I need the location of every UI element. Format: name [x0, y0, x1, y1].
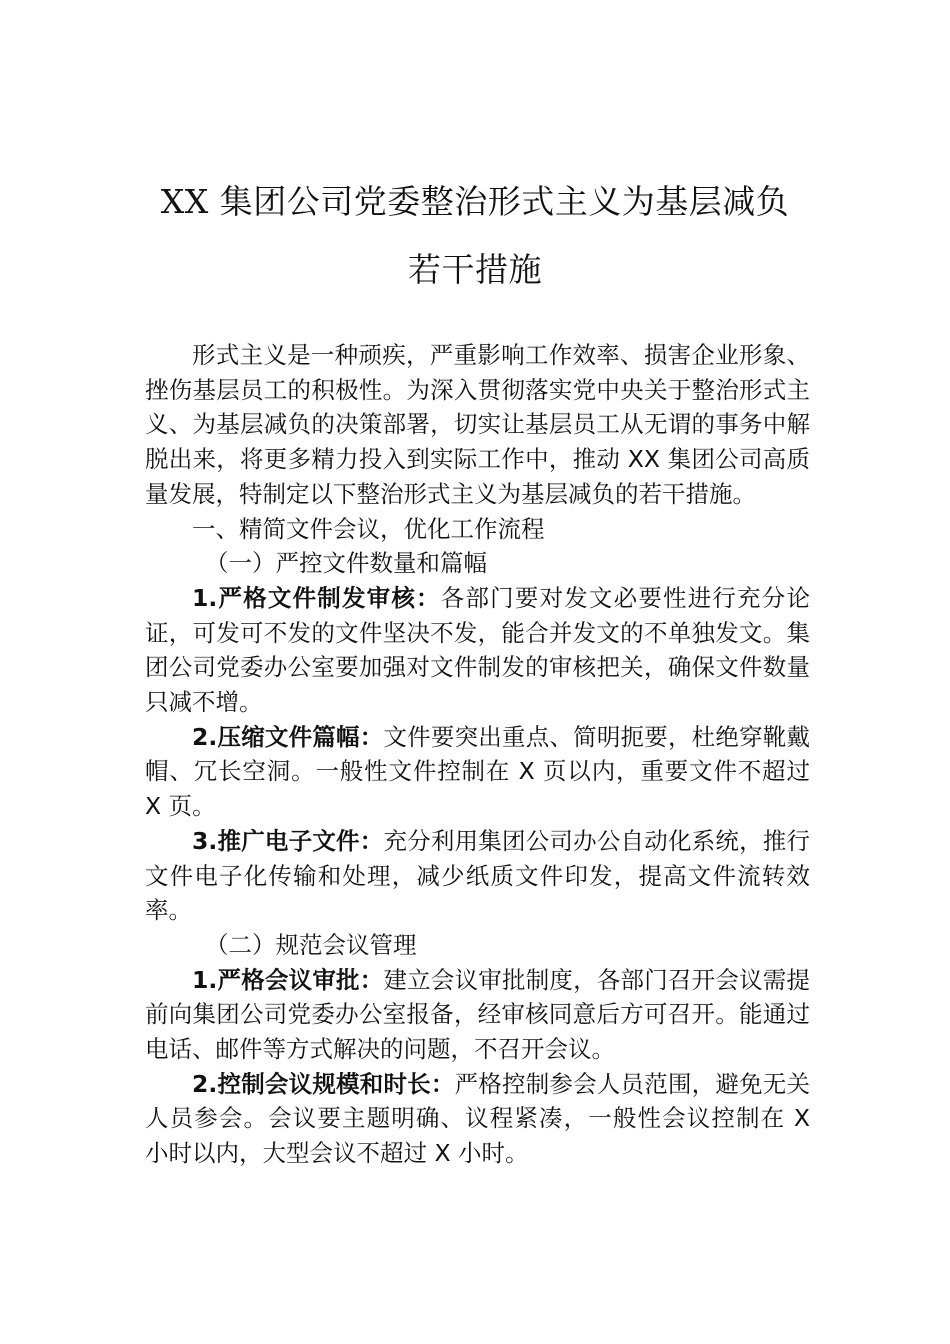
measure-paragraph	[145, 720, 810, 824]
measure-paragraph	[145, 824, 810, 928]
measure-text: 建立会议审批制度，各部门召开会议需提前向集团公司党委办公室报备，经审核同意后方可召开。能通过电话、邮件等方式解决的问题，不召开会议。	[145, 965, 811, 1064]
measure-text: 文件要突出重点、简明扼要，杜绝穿靴戴帽、冗长空洞。一般性文件控制在 X 页以内，重要文件不超过 X 页。	[145, 722, 811, 821]
subsection-heading: （一）严控文件数量和篇幅	[205, 549, 487, 578]
measure-text: 充分利用集团公司办公自动化系统，推行文件电子化传输和处理，减少纸质文件印发，提高文件流转效率。	[145, 826, 811, 925]
measure-text: 各部门要对发文必要性进行充分论证，可发可不发的文件坚决不发，能合并发文的不单独发文。集团公司党委办公室要加强对文件制发的审核把关，确保文件数量只减不增。	[145, 583, 811, 717]
measure-paragraph	[145, 581, 810, 720]
measure-label: 3.推广电子文件：	[192, 826, 384, 855]
section-heading: 一、精简文件会议，优化工作流程	[192, 514, 545, 543]
subsection-heading: （二）规范会议管理	[205, 930, 417, 959]
measure-label: 1.严格会议审批：	[192, 965, 384, 994]
document-title-line1: XX 集团公司党委整治形式主义为基层减负	[160, 182, 790, 221]
measure-paragraph	[145, 1067, 810, 1171]
measure-paragraph	[145, 963, 810, 1067]
measure-label: 2.控制会议规模和时长：	[192, 1069, 455, 1098]
measure-label: 2.压缩文件篇幅：	[192, 722, 384, 751]
intro-paragraph: 形式主义是一种顽疾，严重影响工作效率、损害企业形象、挫伤基层员工的积极性。为深入贯彻落实党中央关于整治形式主义、为基层减负的决策部署，切实让基层员工从无谓的事务中解脱出来，将更多精力投入到实际工作中，推动 XX 集团公司高质量发展，特制定以下整治形式主义为基层减负的若干措施。	[145, 341, 810, 508]
measure-label: 1.严格文件制发审核：	[192, 583, 441, 612]
document-title-line2: 若干措施	[408, 250, 542, 289]
document-body	[145, 338, 810, 1171]
measure-text: 严格控制参会人员范围，避免无关人员参会。会议要主题明确、议程紧凑，一般性会议控制在 X 小时以内，大型会议不超过 X 小时。	[145, 1069, 811, 1168]
